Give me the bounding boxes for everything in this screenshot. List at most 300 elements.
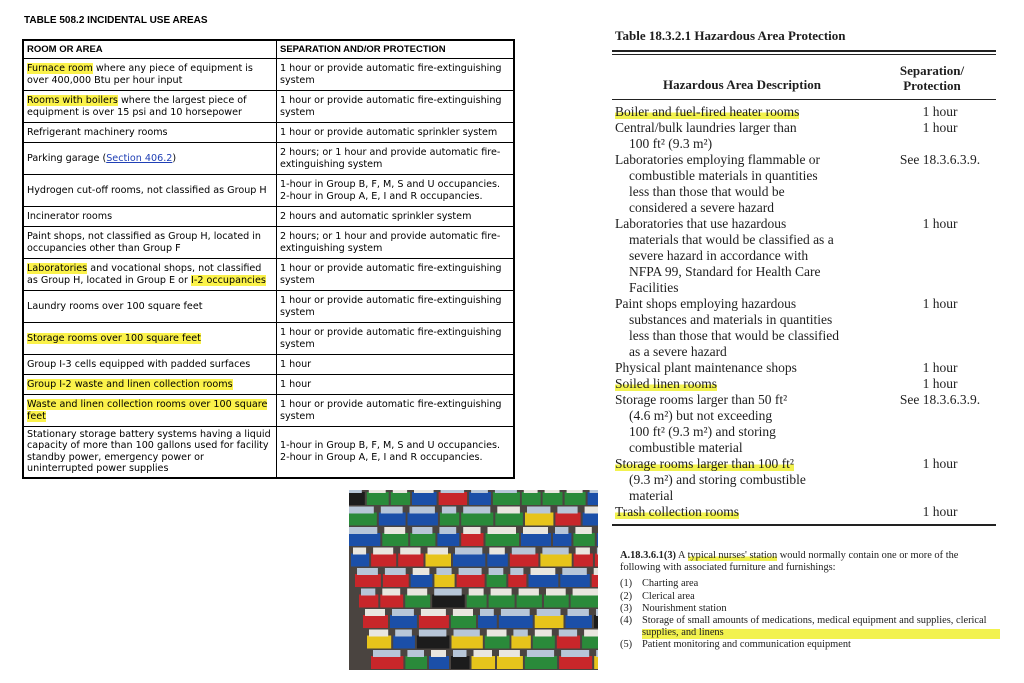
hazard-description-text: Paint shops employing hazardous <box>615 296 797 311</box>
supply-bin <box>497 656 523 669</box>
room-text: Stationary storage battery systems having a liquid capacity of more than 100 gallons used for facility standby power, emergency power or uninterrupted power supplies <box>27 429 271 475</box>
supply-bin <box>487 554 508 567</box>
room-text: Group I-3 cells equipped with padded surfaces <box>27 358 251 370</box>
supply-item <box>557 507 577 514</box>
protection-value: 1 hour <box>922 104 958 119</box>
supply-item <box>573 589 598 596</box>
hazard-description-cont-text: 100 ft² (9.3 m²) and storing <box>629 424 776 439</box>
hazard-row <box>612 376 996 392</box>
table-row <box>24 427 514 478</box>
supply-bin <box>461 513 493 526</box>
list-text: Patient monitoring and communication equipment <box>642 639 851 651</box>
hazard-row <box>612 104 996 120</box>
protection-cell: 1 hour or provide automatic fire-extinguishing system <box>277 259 514 291</box>
hazard-description-line <box>615 504 885 520</box>
supply-item <box>357 568 378 575</box>
supply-item <box>382 589 400 596</box>
hazard-description-text: Physical plant maintenance shops <box>615 360 797 375</box>
supply-bin <box>452 636 483 649</box>
supply-bin <box>363 615 388 628</box>
supply-bin <box>391 492 410 505</box>
supply-item <box>531 568 556 575</box>
supply-bin <box>525 656 557 669</box>
supply-item <box>412 527 432 534</box>
supply-bin <box>398 554 423 567</box>
room-text: Parking garage ( <box>27 152 107 164</box>
hazard-description-cont <box>615 168 885 184</box>
header-separation <box>872 63 992 93</box>
hazard-row <box>612 392 996 456</box>
right-table-body <box>612 100 996 524</box>
protection-cell: 1 hour <box>277 375 514 395</box>
protection-value: 1 hour <box>922 456 958 471</box>
supply-bin <box>355 574 381 587</box>
supply-bin <box>543 492 563 505</box>
annex-intro-pre: A <box>676 550 688 561</box>
table-row <box>24 259 514 291</box>
incidental-use-table <box>23 40 514 478</box>
supply-item <box>455 548 482 555</box>
room-highlight: Laboratories <box>27 263 88 275</box>
hazard-description-cont <box>615 136 885 152</box>
supply-item <box>537 609 561 616</box>
hazard-description-text: Storage rooms larger than 100 ft² <box>615 456 794 471</box>
hazard-description-cont-text: material <box>629 488 674 503</box>
supply-item <box>489 548 505 555</box>
supply-item <box>441 490 465 493</box>
supply-item <box>369 630 388 637</box>
room-text: where the largest piece of equipment is over 15 psi and 10 horsepower <box>27 95 247 118</box>
room-cell <box>24 355 277 375</box>
supply-bin <box>440 513 459 526</box>
supply-item <box>576 548 590 555</box>
supply-bin <box>351 554 369 567</box>
section-link[interactable]: Section 406.2 <box>106 152 173 164</box>
supply-item <box>395 630 412 637</box>
supply-bin <box>461 533 483 546</box>
room-highlight: Furnace room <box>27 63 93 75</box>
supply-item <box>585 507 598 514</box>
hazard-description-line <box>615 392 885 408</box>
supply-bin <box>595 554 598 567</box>
supply-bin <box>574 554 593 567</box>
hazard-description <box>612 360 885 376</box>
hazard-description-cont <box>615 408 885 424</box>
supply-bin <box>553 533 571 546</box>
supply-bin <box>451 656 470 669</box>
protection-cell: 1 hour or provide automatic fire-extinguishing system <box>277 395 514 427</box>
supply-item <box>491 589 512 596</box>
hazard-description-cont <box>615 280 885 296</box>
table-row <box>24 227 514 259</box>
hazard-description-line <box>615 152 885 168</box>
supply-bin <box>535 615 564 628</box>
table-row <box>24 355 514 375</box>
hazard-description-cont-text: considered a severe hazard <box>629 200 775 215</box>
room-text: Refrigerant machinery rooms <box>27 126 168 138</box>
header-hazard-description: Hazardous Area Description <box>663 77 821 92</box>
supply-item <box>454 630 480 637</box>
hazard-description <box>612 392 885 456</box>
supply-bin <box>560 574 590 587</box>
table-row <box>24 175 514 207</box>
supply-item <box>568 609 589 616</box>
supply-item <box>414 490 434 493</box>
column-header-room: ROOM OR AREA <box>24 41 277 59</box>
hazard-description-cont <box>615 440 885 456</box>
room-cell <box>24 375 277 395</box>
supply-bin <box>495 513 523 526</box>
table-bottom-rule <box>612 524 996 526</box>
supply-bin <box>411 574 433 587</box>
supply-item <box>594 568 598 575</box>
supply-item <box>499 650 520 657</box>
supply-bin <box>487 574 507 587</box>
annex-note <box>620 550 1000 652</box>
room-highlight: Group I-2 waste and linen collection rooms <box>27 378 233 390</box>
room-highlight-2: I-2 occupancies <box>191 274 266 286</box>
hazard-description-cont-text: (9.3 m²) and storing combustible <box>629 472 806 487</box>
hazard-description-line <box>615 296 885 312</box>
hazard-description-cont-text: combustible materials in quantities <box>629 168 818 183</box>
hazard-description <box>612 296 885 360</box>
supply-bin <box>359 595 378 608</box>
supply-bin <box>349 492 365 505</box>
hazard-description-text: Trash collection rooms <box>615 504 739 519</box>
supply-bin <box>571 595 598 608</box>
protection-cell: 1-hour in Group B, F, M, S and U occupancies. 2-hour in Group A, E, I and R occupancies. <box>277 175 514 207</box>
supply-item <box>575 527 591 534</box>
supply-bin <box>371 656 403 669</box>
room-cell <box>24 323 277 355</box>
supply-item <box>421 609 446 616</box>
supply-bin <box>380 595 403 608</box>
protection-value: See 18.3.6.3.9. <box>899 152 981 167</box>
room-cell <box>24 395 277 427</box>
supply-item <box>407 589 427 596</box>
hazard-description-cont-text: substances and materials in quantities <box>629 312 833 327</box>
supply-bin <box>594 656 598 669</box>
supply-item <box>361 589 375 596</box>
supply-item <box>436 568 451 575</box>
supply-item <box>545 490 560 493</box>
supply-item <box>469 589 484 596</box>
list-text: Storage of small amounts of medications, medical equipment and supplies, clerical supplies, and linens <box>642 615 1000 639</box>
supply-item <box>439 527 456 534</box>
list-number: (4) <box>620 615 633 627</box>
supply-item <box>353 548 366 555</box>
supply-bin <box>434 574 454 587</box>
supply-bin <box>419 615 449 628</box>
hazard-description-text: Laboratories that use hazardous <box>615 216 787 231</box>
supply-bin <box>499 615 533 628</box>
room-cell <box>24 259 277 291</box>
room-cell <box>24 91 277 123</box>
supply-item <box>489 568 504 575</box>
hazard-description-cont <box>615 312 885 328</box>
room-cell <box>24 143 277 175</box>
supply-item <box>428 548 449 555</box>
hazard-description-text: Soiled linen rooms <box>615 376 717 391</box>
supply-bin <box>426 554 452 567</box>
supply-bin <box>493 492 520 505</box>
supply-bin <box>379 513 406 526</box>
annex-label: A.18.3.6.1(3) <box>620 550 676 561</box>
supply-bin <box>412 492 437 505</box>
hazard-description-cont-text: 100 ft² (9.3 m²) <box>629 136 713 151</box>
supply-item <box>559 630 577 637</box>
supply-bin <box>525 513 553 526</box>
supply-item <box>381 507 403 514</box>
hazard-description <box>612 104 885 120</box>
supply-item <box>501 609 530 616</box>
supply-item <box>453 650 467 657</box>
protection-value: 1 hour <box>922 296 958 311</box>
room-cell <box>24 123 277 143</box>
supply-bin <box>583 513 598 526</box>
table-row <box>24 143 514 175</box>
supply-item <box>349 507 374 514</box>
supply-item <box>385 568 406 575</box>
supply-bin <box>429 656 449 669</box>
table-row <box>24 59 514 91</box>
supply-bin <box>486 533 520 546</box>
supply-item <box>365 609 385 616</box>
room-text: Laundry rooms over 100 square feet <box>27 300 203 312</box>
supply-item <box>527 507 550 514</box>
hazard-description-text: Laboratories employing flammable or <box>615 152 821 167</box>
supply-item <box>584 630 598 637</box>
hazard-description <box>612 504 885 520</box>
protection-cell: 1 hour or provide automatic sprinkler system <box>277 123 514 143</box>
hazard-description-cont-text: severe hazard in accordance with <box>629 248 809 263</box>
list-number: (2) <box>620 590 633 602</box>
supply-item <box>561 650 589 657</box>
supply-item <box>567 490 583 493</box>
supply-bin <box>555 513 580 526</box>
supply-bin <box>597 533 598 546</box>
supply-bin <box>566 615 592 628</box>
supply-item <box>596 650 598 657</box>
supply-item <box>523 527 548 534</box>
supply-bin <box>588 492 598 505</box>
supply-bin <box>573 533 594 546</box>
left-table-title: TABLE 508.2 INCIDENTAL USE AREAS <box>24 15 208 26</box>
hazard-description-line <box>615 456 885 472</box>
supply-bin <box>417 636 450 649</box>
supply-bin <box>478 615 497 628</box>
supply-item <box>597 548 598 555</box>
table-row <box>24 375 514 395</box>
room-cell <box>24 175 277 207</box>
supply-bin <box>451 615 476 628</box>
supply-item <box>349 490 362 493</box>
supply-item <box>393 490 407 493</box>
supply-bin <box>565 492 586 505</box>
hazard-description-cont-text: NFPA 99, Standard for Health Care <box>629 264 821 279</box>
header-separation-line2: Protection <box>903 78 961 93</box>
hazard-description <box>612 120 885 152</box>
room-text: Hydrogen cut-off rooms, not classified as Group H <box>27 184 267 196</box>
supply-item <box>407 650 424 657</box>
room-highlight: Storage rooms over 100 square feet <box>27 332 201 344</box>
supply-item <box>419 630 447 637</box>
supply-bin <box>405 656 427 669</box>
protection-cell: 1 hour or provide automatic fire-extinguishing system <box>277 291 514 323</box>
supply-bin <box>432 595 465 608</box>
list-text: Nourishment station <box>642 602 727 614</box>
hazard-description-cont-text: materials that would be classified as a <box>629 232 834 247</box>
supply-item <box>542 548 568 555</box>
protection-value: See 18.3.6.3.9. <box>899 392 981 407</box>
room-cell <box>24 427 277 478</box>
supply-item <box>519 589 539 596</box>
list-item <box>620 639 1000 651</box>
hazard-description <box>612 216 885 296</box>
supply-bin <box>467 595 487 608</box>
protection-value: 1 hour <box>922 376 958 391</box>
annex-intro <box>620 550 1000 574</box>
supply-bin <box>517 595 542 608</box>
room-text: and vocational shops, not classified as Group H, located in Group E or <box>27 263 262 286</box>
hazard-row <box>612 152 996 216</box>
supply-item <box>413 568 430 575</box>
hazard-description-cont-text: as a severe hazard <box>629 344 727 359</box>
supply-item <box>524 490 538 493</box>
supply-bin <box>382 533 408 546</box>
hazard-description-cont <box>615 488 885 504</box>
supply-bin <box>469 492 491 505</box>
supply-item <box>474 650 493 657</box>
hazard-description-cont <box>615 184 885 200</box>
protection-cell: 1 hour or provide automatic fire-extinguishing system <box>277 59 514 91</box>
supply-item <box>513 630 527 637</box>
supply-bin <box>489 595 515 608</box>
supply-bin <box>582 636 598 649</box>
supply-item <box>488 527 517 534</box>
supply-item <box>463 527 480 534</box>
header-separation-line1: Separation/ <box>899 63 965 78</box>
hazard-description-text: Boiler and fuel-fired heater rooms <box>615 104 800 119</box>
supply-bin <box>405 595 430 608</box>
supply-bin <box>472 656 496 669</box>
list-number: (5) <box>620 639 633 651</box>
room-cell <box>24 291 277 323</box>
supply-bin <box>439 492 468 505</box>
table-row <box>24 123 514 143</box>
supply-item <box>495 490 517 493</box>
supply-item <box>369 490 386 493</box>
hazard-description-cont-text: Facilities <box>629 280 679 295</box>
hazard-description-cont <box>615 232 885 248</box>
room-highlight: Waste and linen collection rooms over 100 square feet <box>27 399 268 422</box>
table-row <box>24 395 514 427</box>
list-item <box>620 603 1000 615</box>
hazard-description-cont <box>615 264 885 280</box>
list-item <box>620 615 1000 639</box>
list-item <box>620 591 1000 603</box>
supply-item <box>384 527 405 534</box>
hazardous-area-table <box>612 28 996 526</box>
hazard-description <box>612 376 885 392</box>
protection-value: 1 hour <box>922 360 958 375</box>
supply-item <box>442 507 456 514</box>
supply-item <box>410 507 435 514</box>
list-text: Clerical area <box>642 590 695 602</box>
supply-item <box>487 630 507 637</box>
hazard-description-cont <box>615 472 885 488</box>
table-row <box>24 91 514 123</box>
hazard-row <box>612 296 996 360</box>
supply-bin <box>529 574 559 587</box>
list-number: (1) <box>620 578 633 590</box>
supply-item <box>497 507 520 514</box>
supply-item <box>373 650 400 657</box>
right-table-header <box>612 55 996 99</box>
hazard-description-text: Storage rooms larger than 50 ft² <box>615 392 788 407</box>
room-highlight: Rooms with boilers <box>27 95 118 107</box>
protection-value: 1 hour <box>922 216 958 231</box>
hazard-description-cont-text: less than those that would be classified <box>629 328 839 343</box>
hazard-description-line <box>615 216 885 232</box>
supply-bin <box>511 636 530 649</box>
room-text: Paint shops, not classified as Group H, located in occupancies other than Group F <box>27 231 261 254</box>
protection-cell: 2 hours; or 1 hour and provide automatic fire-extinguishing system <box>277 143 514 175</box>
supply-item <box>463 507 490 514</box>
supply-bins-image <box>349 490 598 670</box>
hazard-description-line <box>615 104 885 120</box>
supply-bin <box>349 513 377 526</box>
protection-cell: 1-hour in Group B, F, M, S and U occupancies. 2-hour in Group A, E, I and R occupancies. <box>277 427 514 478</box>
protection-value: 1 hour <box>922 504 958 519</box>
hazard-description <box>612 456 885 504</box>
hazard-description-line <box>615 376 885 392</box>
room-cell <box>24 227 277 259</box>
supply-bin <box>437 533 459 546</box>
protection-cell: 1 hour or provide automatic fire-extinguishing system <box>277 323 514 355</box>
supply-item <box>434 589 462 596</box>
hazard-description-cont <box>615 424 885 440</box>
room-text-after: ) <box>172 152 177 164</box>
protection-cell: 1 hour or provide automatic fire-extinguishing system <box>277 91 514 123</box>
room-cell <box>24 207 277 227</box>
supply-bin <box>510 554 539 567</box>
hazard-description-cont <box>615 200 885 216</box>
hazard-description-text: Central/bulk laundries larger than <box>615 120 797 135</box>
supply-item <box>459 568 482 575</box>
protection-cell: 1 hour <box>277 355 514 375</box>
hazard-description-cont <box>615 344 885 360</box>
supply-bin <box>367 492 389 505</box>
hazard-description-cont <box>615 328 885 344</box>
hazard-row <box>612 456 996 504</box>
supply-item <box>453 609 473 616</box>
supply-item <box>546 589 566 596</box>
hazard-description-cont-text: (4.6 m²) but not exceeding <box>629 408 773 423</box>
supply-bin <box>522 492 541 505</box>
supply-item <box>349 527 377 534</box>
supply-item <box>373 548 393 555</box>
supply-item <box>400 548 420 555</box>
supply-bin <box>408 513 438 526</box>
supply-bin <box>367 636 391 649</box>
supply-bin <box>457 574 485 587</box>
supply-bin <box>383 574 409 587</box>
supply-bin <box>559 656 592 669</box>
table-row <box>24 207 514 227</box>
supply-bin <box>521 533 551 546</box>
right-table-title: Table 18.3.2.1 Hazardous Area Protection <box>615 28 846 43</box>
